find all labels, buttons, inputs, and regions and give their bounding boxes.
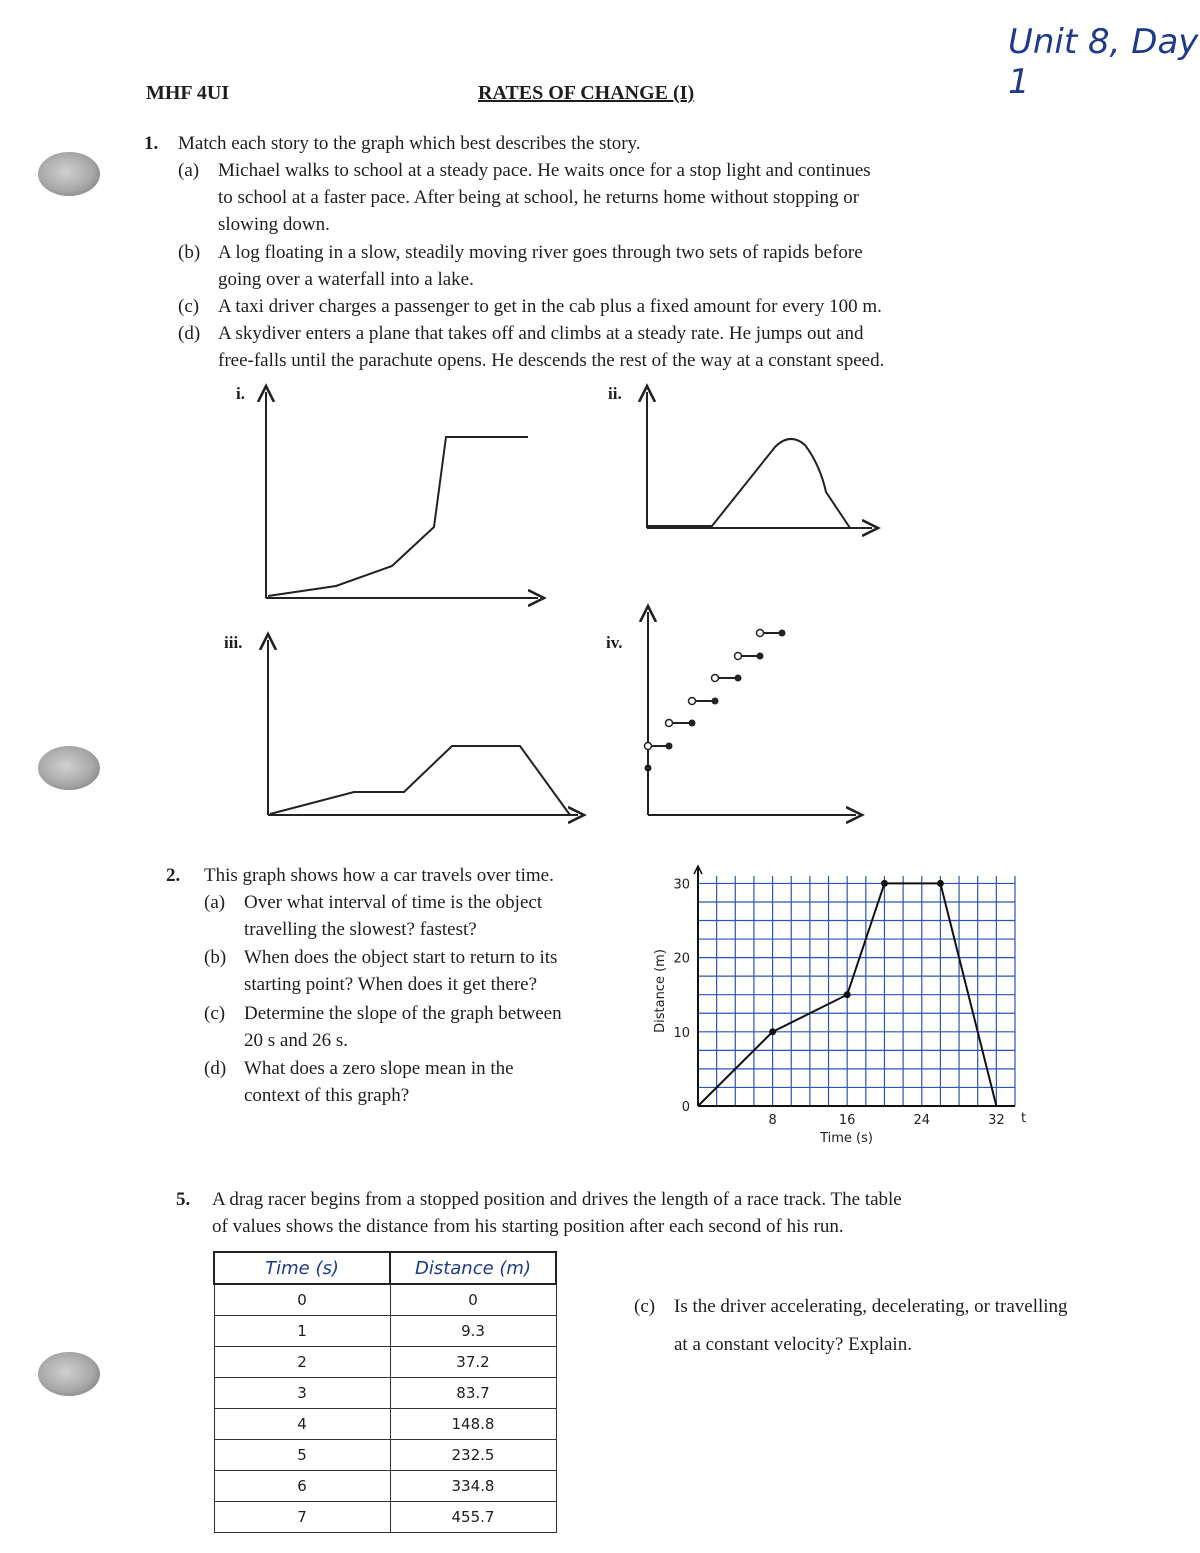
data-point — [881, 880, 888, 887]
part-label: (c) — [634, 1296, 656, 1317]
part-line: Is the driver accelerating, decelerating, or travelling — [674, 1296, 1068, 1317]
punch-hole-bottom — [38, 1352, 100, 1396]
course-code: MHF 4UI — [146, 82, 230, 104]
cell-time: 6 — [214, 1471, 390, 1502]
part-line: going over a waterfall into a lake. — [218, 269, 474, 290]
q1-number: 1. — [144, 133, 159, 154]
y-tick-label: 0 — [681, 1100, 690, 1115]
part-label: (d) — [204, 1058, 227, 1079]
q2-part-d — [204, 1055, 514, 1109]
handwritten-unit-note: Unit 8, Day 1 — [1008, 22, 1199, 102]
q2-prompt: This graph shows how a car travels over time. — [204, 865, 554, 886]
y-tick-label: 20 — [673, 951, 690, 967]
q5-prompt — [212, 1186, 902, 1240]
cell-distance: 334.8 — [390, 1471, 556, 1502]
table-row — [214, 1284, 556, 1316]
table-header-row — [214, 1252, 556, 1284]
part-label: (c) — [178, 296, 200, 317]
distance-time-chart — [640, 858, 1030, 1158]
step-dots — [645, 630, 786, 772]
part-label: (b) — [178, 242, 201, 263]
cell-time: 0 — [214, 1284, 390, 1316]
part-line: to school at a faster pace. After being at school, he returns home without stopping or — [218, 187, 860, 208]
table-row — [214, 1316, 556, 1347]
part-line: free-falls until the parachute opens. He descends the rest of the way at a constant speed. — [218, 350, 885, 371]
cell-time: 4 — [214, 1409, 390, 1440]
part-line: context of this graph? — [244, 1085, 410, 1106]
part-label: (c) — [204, 1003, 226, 1024]
part-line: 20 s and 26 s. — [244, 1030, 348, 1051]
cell-time: 7 — [214, 1502, 390, 1533]
cell-distance: 148.8 — [390, 1409, 556, 1440]
graph-i — [266, 392, 538, 598]
cell-time: 2 — [214, 1347, 390, 1378]
x-tick-label: 32 — [988, 1113, 1005, 1128]
x-tick-label: 16 — [838, 1113, 856, 1128]
table-row — [214, 1502, 556, 1533]
q2-part-b — [204, 944, 557, 998]
table-row — [214, 1347, 556, 1378]
graph-label-iii: iii. — [224, 633, 243, 652]
data-point — [769, 1028, 776, 1035]
q5-part-c — [634, 1288, 1068, 1364]
part-line: Determine the slope of the graph between — [244, 1003, 562, 1024]
cell-distance: 232.5 — [390, 1440, 556, 1471]
part-line: at a constant velocity? Explain. — [674, 1334, 912, 1355]
y-tick-label: 10 — [673, 1025, 690, 1041]
x-axis-end-label: t — [1021, 1111, 1027, 1126]
graph-iv — [648, 612, 856, 815]
part-label: (a) — [178, 160, 200, 181]
column-header-time: Time (s) — [214, 1252, 390, 1284]
data-point — [937, 880, 944, 887]
q5-number: 5. — [176, 1189, 191, 1210]
part-line: A taxi driver charges a passenger to get in the cab plus a fixed amount for every 100 m. — [218, 296, 882, 317]
x-tick-label: 24 — [913, 1113, 931, 1128]
cell-distance: 0 — [390, 1284, 556, 1316]
cell-distance: 83.7 — [390, 1378, 556, 1409]
cell-time: 3 — [214, 1378, 390, 1409]
y-tick-label: 30 — [673, 877, 690, 893]
graph-iii — [268, 640, 578, 815]
cell-time: 1 — [214, 1316, 390, 1347]
q2-number: 2. — [166, 865, 181, 886]
graph-label-ii: ii. — [608, 384, 622, 403]
part-label: (a) — [204, 892, 226, 913]
column-header-distance: Distance (m) — [390, 1252, 556, 1284]
part-line: When does the object start to return to its — [244, 947, 558, 968]
table-row — [214, 1378, 556, 1409]
distance-table — [213, 1251, 557, 1533]
part-line: slowing down. — [218, 214, 330, 235]
table-row — [214, 1440, 556, 1471]
page-title: RATES OF CHANGE (I) — [478, 82, 695, 104]
x-axis-title: Time (s) — [820, 1131, 873, 1146]
part-label: (d) — [178, 323, 201, 344]
graph-ii — [647, 392, 872, 528]
part-line: travelling the slowest? fastest? — [244, 919, 477, 940]
table-row — [214, 1471, 556, 1502]
part-label: (b) — [204, 947, 227, 968]
q2-part-a — [204, 889, 542, 943]
prompt-line: of values shows the distance from his starting position after each second of his run. — [212, 1216, 844, 1237]
prompt-line: A drag racer begins from a stopped position and drives the length of a race track. The table — [212, 1189, 902, 1210]
part-line: A skydiver enters a plane that takes off and climbs at a steady rate. He jumps out and — [218, 323, 864, 344]
table-row — [214, 1409, 556, 1440]
cell-distance: 37.2 — [390, 1347, 556, 1378]
y-axis-title: Distance (m) — [653, 949, 668, 1033]
cell-distance: 455.7 — [390, 1502, 556, 1533]
graph-label-i: i. — [236, 384, 245, 403]
graph-label-iv: iv. — [606, 633, 623, 652]
q2-part-c — [204, 1000, 562, 1054]
q1-prompt: Match each story to the graph which best describes the story. — [178, 133, 641, 154]
cell-time: 5 — [214, 1440, 390, 1471]
part-line: A log floating in a slow, steadily moving river goes through two sets of rapids before — [218, 242, 863, 263]
part-line: What does a zero slope mean in the — [244, 1058, 514, 1079]
part-line: Over what interval of time is the object — [244, 892, 543, 913]
cell-distance: 9.3 — [390, 1316, 556, 1347]
x-tick-label: 8 — [768, 1113, 777, 1128]
data-point — [844, 991, 851, 998]
part-line: starting point? When does it get there? — [244, 974, 538, 995]
part-line: Michael walks to school at a steady pace. He waits once for a stop light and continues — [218, 160, 871, 181]
